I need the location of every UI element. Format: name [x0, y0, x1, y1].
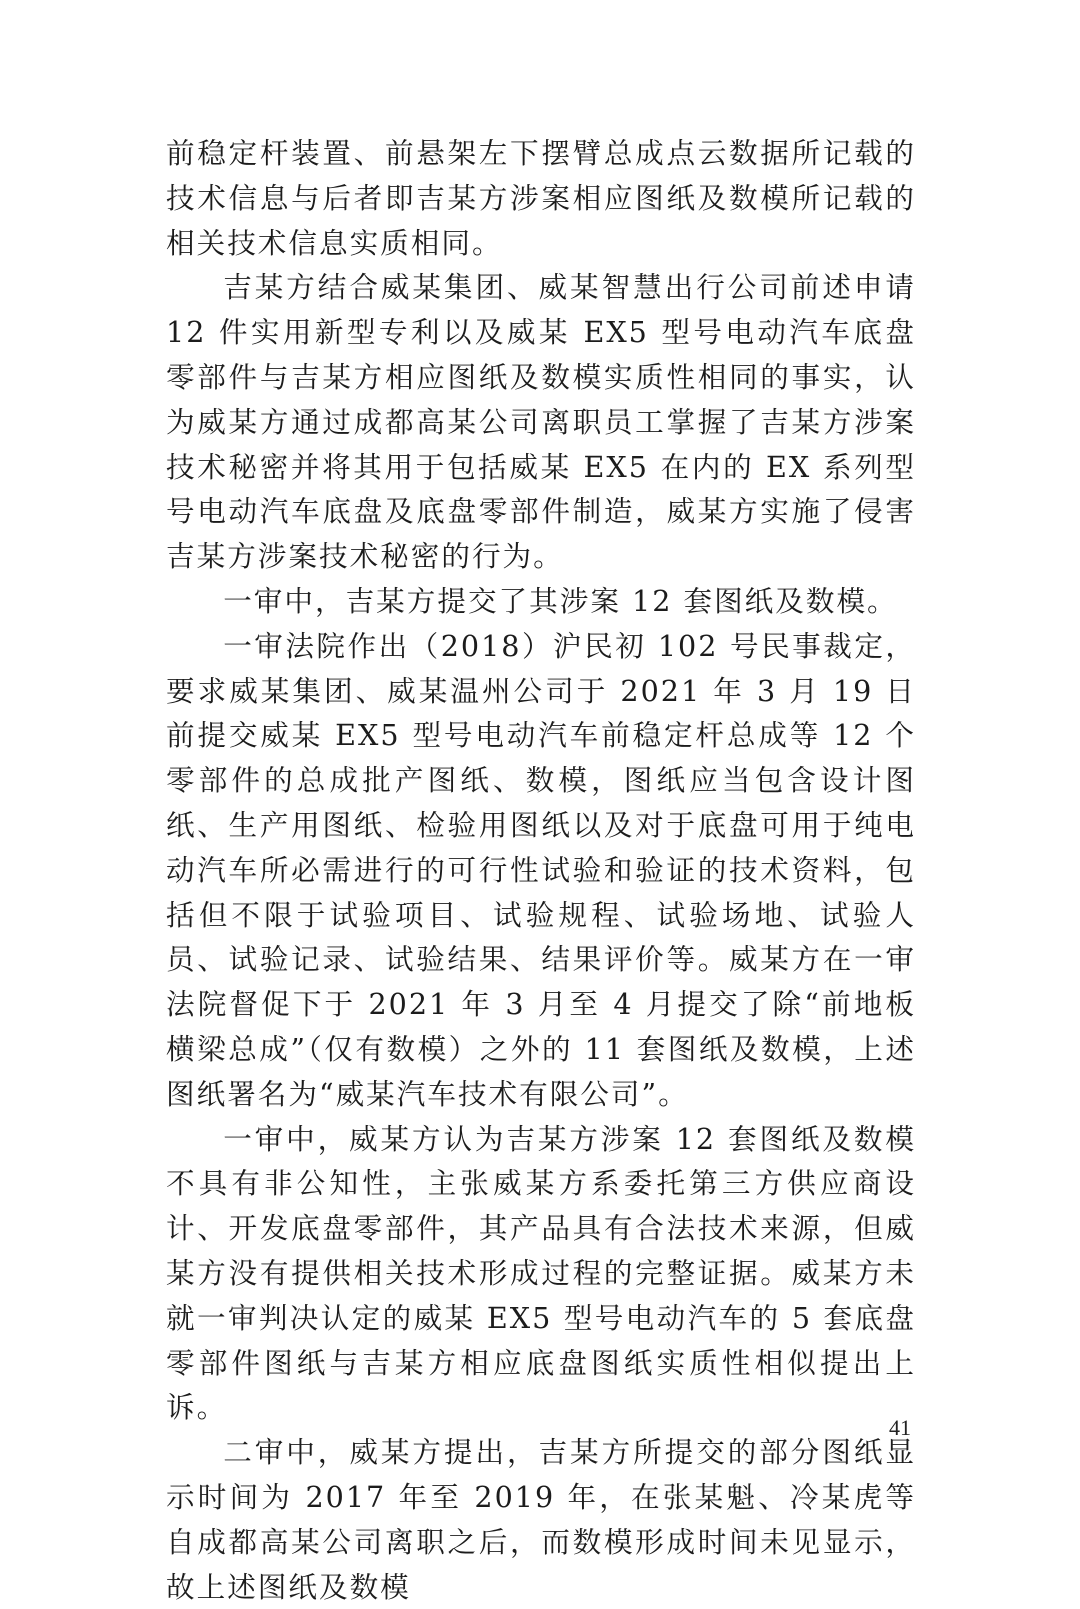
- paragraph-1: 前稳定杆装置、前悬架左下摆臂总成点云数据所记载的技术信息与后者即吉某方涉案相应图纸及数模所记载的相关技术信息实质相同。: [166, 136, 916, 260]
- paragraph-4: 一审法院作出（2018）沪民初 102 号民事裁定，要求威某集团、威某温州公司于 2021 年 3 月 19 日前提交威某 EX5 型号电动汽车前稳定杆总成等 12 个零部件的总成批产图纸、数模，图纸应当包含设计图纸、生产用图纸、检验用图纸以及对于底盘可用于纯电动汽车所必需进行的可行性试验和验证的技术资料，包括但不限于试验项目、试验规程、试验场地、试验人员、试验记录、试验结果、结果评价等。威某方在一审法院督促下于 2021 年 3 月至 4 月提交了除“前地板横梁总成”（仅有数模）之外的 11 套图纸及数模，上述图纸署名为“威某汽车技术有限公司”。: [166, 628, 916, 1111]
- page-number: 41: [889, 1415, 911, 1440]
- body-text: [166, 131, 916, 1609]
- paragraph-5: 一审中，威某方认为吉某方涉案 12 套图纸及数模不具有非公知性，主张威某方系委托第三方供应商设计、开发底盘零部件，其产品具有合法技术来源，但威某方没有提供相关技术形成过程的完整证据。威某方未就一审判决认定的威某 EX5 型号电动汽车的 5 套底盘零部件图纸与吉某方相应底盘图纸实质性相似提出上诉。: [166, 1121, 916, 1425]
- paragraph-2: 吉某方结合威某集团、威某智慧出行公司前述申请 12 件实用新型专利以及威某 EX5 型号电动汽车底盘零部件与吉某方相应图纸及数模实质性相同的事实，认为威某方通过成都高某公司离职员工掌握了吉某方涉案技术秘密并将其用于包括威某 EX5 在内的 EX 系列型号电动汽车底盘及底盘零部件制造，威某方实施了侵害吉某方涉案技术秘密的行为。: [166, 270, 916, 574]
- paragraph-3: 一审中，吉某方提交了其涉案 12 套图纸及数模。: [223, 583, 898, 618]
- paragraph-6: 二审中，威某方提出，吉某方所提交的部分图纸显示时间为 2017 年至 2019 年，在张某魁、冷某虎等自成都高某公司离职之后，而数模形成时间未见显示，故上述图纸及数模: [166, 1435, 916, 1604]
